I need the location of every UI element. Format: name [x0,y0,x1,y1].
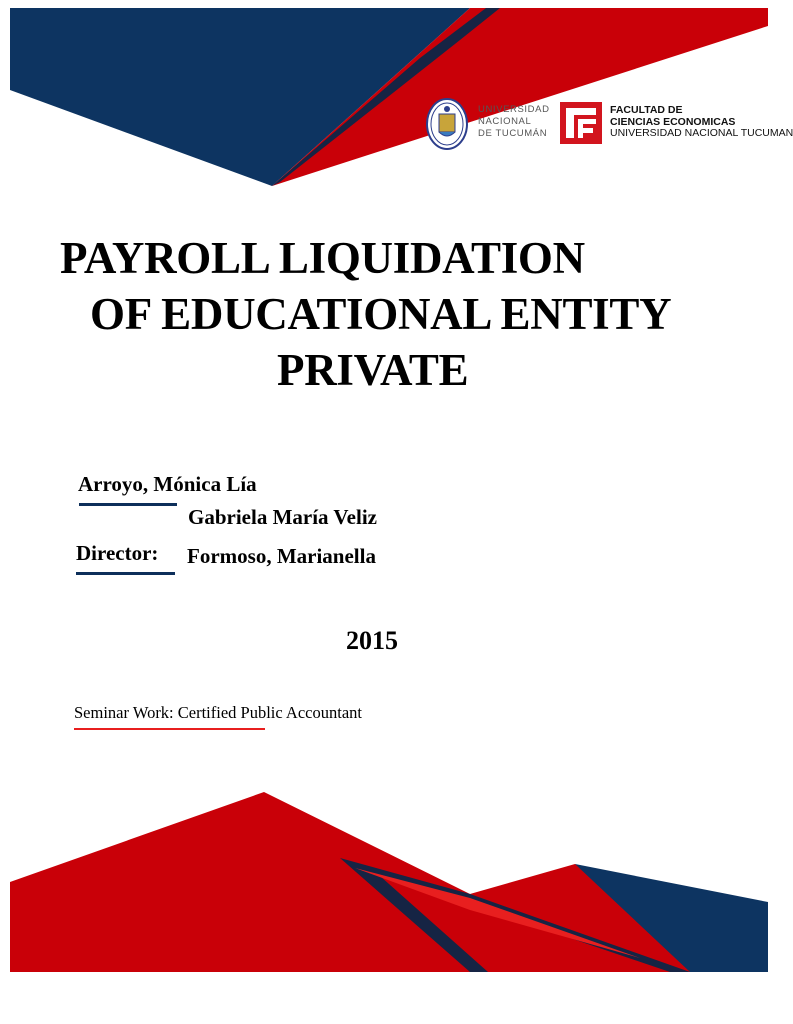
seminar-text: Seminar Work: Certified Public Accountant [74,703,362,722]
director-label: Director: [76,541,159,565]
face-name [610,105,793,140]
title-line-1: PAYROLL LIQUIDATION [60,233,585,283]
unt-line-2: NACIONAL [478,116,532,127]
seminar-underline [74,728,265,730]
header-logos [426,98,793,152]
title-line-2: OF EDUCATIONAL ENTITY [90,289,672,339]
director-underline [76,572,175,575]
face-line-2: CIENCIAS ECONOMICAS [610,115,736,128]
face-logo-icon [560,102,602,144]
author-second: Gabriela María Veliz [188,505,377,529]
unt-line-3: DE TUCUMÁN [478,128,548,139]
author-first: Arroyo, Mónica Lía [78,472,257,496]
university-seal-icon [426,98,468,150]
director-name: Formoso, Marianella [187,544,376,568]
author-underline [79,503,177,506]
face-line-1: FACULTAD DE [610,104,683,116]
title-line-3: PRIVATE [277,345,469,395]
face-line-3: UNIVERSIDAD NACIONAL TUCUMAN [610,127,793,139]
bottom-decoration [0,780,768,1024]
top-decoration [0,0,768,190]
unt-name [478,104,550,140]
year: 2015 [346,626,398,655]
unt-line-1: UNIVERSIDAD [478,104,550,115]
